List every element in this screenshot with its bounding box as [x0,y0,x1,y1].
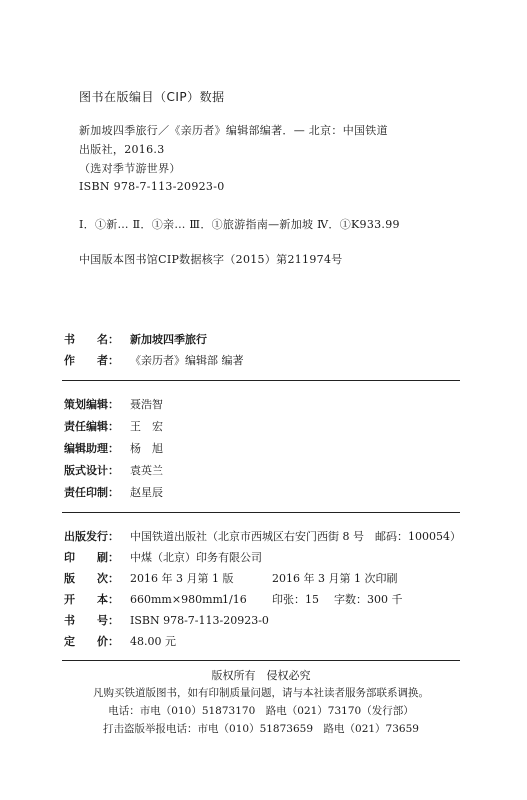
editor-row [64,484,163,500]
editor-row [64,396,163,412]
publisher-label: 出版发行： [64,530,119,543]
cip-line-isbn: ISBN 978-7-113-20923-0 [79,180,225,193]
editor-label: 策划编辑： [64,398,119,411]
format-size: 660mm×980mm [130,593,223,606]
sales-phone: 电话：市电（010）51873170 路电（021）73170（发行部） [108,705,414,717]
publisher-row [64,528,461,544]
printer-label: 印 刷： [64,551,119,564]
isbn-label: 书 号： [64,614,119,627]
edition-value-2: 2016 年 3 月第 1 次印刷 [272,572,398,585]
editor-value: 袁英兰 [130,464,163,477]
cip-line-title: 新加坡四季旅行／《亲历者》编辑部编著．— 北京：中国铁道 [79,124,388,137]
format-words: 字数：300 千 [334,593,403,606]
price-value: 48.00 元 [130,635,176,648]
editor-row [64,418,163,434]
publisher-value: 中国铁道出版社（北京市西城区右安门西街 8 号 邮码：100054） [130,530,461,543]
editor-label: 责任印制： [64,486,119,499]
author-row [64,352,244,368]
editor-label: 编辑助理： [64,442,119,455]
editor-row [64,462,163,478]
isbn-row [64,612,269,628]
editor-value: 王 宏 [130,420,163,433]
cip-line-data-number: 中国版本图书馆CIP数据核字（2015）第211974号 [79,253,343,266]
replacement-notice: 凡购买铁道版图书，如有印制质量问题，请与本社读者服务部联系调换。 [93,687,429,699]
divider-1 [62,380,460,381]
printer-row [64,549,262,565]
divider-2 [62,512,460,513]
cip-line-classification: Ⅰ．①新… Ⅱ．①亲… Ⅲ．①旅游指南—新加坡 Ⅳ．①K933.99 [79,218,400,231]
editor-row [64,440,163,456]
edition-label: 版 次： [64,572,119,585]
price-row [64,633,176,649]
cip-line-series: （选对季节游世界） [79,162,181,175]
cip-heading: 图书在版编目（CIP）数据 [79,90,225,104]
format-fold: 1/16 [222,593,247,606]
divider-3 [62,660,460,661]
format-sheets: 印张：15 [272,593,319,606]
format-row [64,591,403,607]
edition-row [64,570,397,586]
book-title-label: 书 名： [64,333,119,346]
isbn-value: ISBN 978-7-113-20923-0 [130,614,269,627]
author-value: 《亲历者》编辑部 编著 [130,354,244,367]
format-label: 开 本： [64,593,119,606]
rights-statement: 版权所有 侵权必究 [211,669,311,682]
editor-value: 杨 旭 [130,442,163,455]
book-title-value: 新加坡四季旅行 [130,333,207,346]
editor-label: 责任编辑： [64,420,119,433]
author-label: 作 者： [64,354,119,367]
book-title-row [64,331,207,347]
editor-value: 聂浩智 [130,398,163,411]
piracy-report-phone: 打击盗版举报电话：市电（010）51873659 路电（021）73659 [103,723,419,735]
editor-label: 版式设计： [64,464,119,477]
cip-line-publisher: 出版社，2016.3 [79,143,165,156]
printer-value: 中煤（北京）印务有限公司 [130,551,262,564]
editor-value: 赵星辰 [130,486,163,499]
edition-value-1: 2016 年 3 月第 1 版 [130,572,234,585]
price-label: 定 价： [64,635,119,648]
